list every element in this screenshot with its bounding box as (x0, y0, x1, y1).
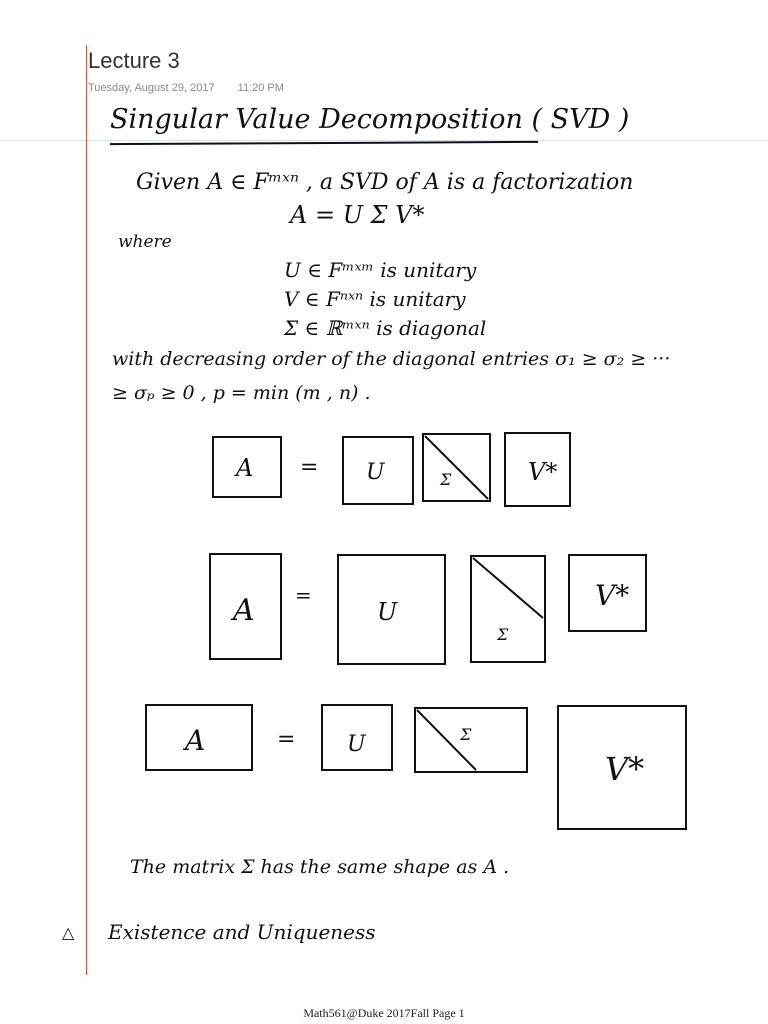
row1-u-label: U (366, 460, 385, 485)
note-line-where: where (118, 232, 172, 252)
page-footer: Math561@Duke 2017Fall Page 1 (303, 1006, 465, 1020)
row3-eq-label: = (277, 727, 296, 752)
note-shape: The matrix Σ has the same shape as A . (130, 856, 510, 878)
note-line-order: with decreasing order of the diagonal entries σ₁ ≥ σ₂ ≥ ··· (112, 348, 671, 370)
row3-sigma-label: Σ (460, 725, 472, 744)
note-line-factorization: A = U Σ V* (290, 201, 425, 229)
row2-sigma-diagonal (473, 558, 543, 618)
page-time: 11:20 PM (237, 82, 284, 94)
row1-a-label: A (236, 454, 254, 482)
section-existence: Existence and Uniqueness (108, 920, 376, 944)
note-line-sigma: Σ ∈ ℝᵐˣⁿ is diagonal (284, 316, 487, 340)
row3-u-label: U (347, 732, 366, 757)
svd-heading: Singular Value Decomposition ( SVD ) (110, 104, 630, 135)
note-line-p: ≥ σₚ ≥ 0 , p = min (m , n) . (112, 382, 371, 404)
row1-sigma-diagonal (425, 436, 488, 499)
row2-u-label: U (377, 598, 398, 626)
page-date: Tuesday, August 29, 2017 (88, 82, 215, 94)
row2-eq-label: = (295, 583, 312, 607)
note-line-u: U ∈ Fᵐˣᵐ is unitary (284, 258, 477, 282)
row1-v-label: V* (528, 458, 558, 486)
row2-a-label: A (233, 593, 255, 628)
page-title: Lecture 3 (88, 48, 180, 73)
row2-v-label: V* (595, 579, 630, 612)
row1-sigma-label: Σ (440, 470, 452, 489)
row1-eq-label: = (300, 455, 319, 480)
row2-sigma-label: Σ (497, 625, 509, 644)
note-line-given: Given A ∈ Fᵐˣⁿ , a SVD of A is a factorization (136, 170, 634, 195)
row3-a-label: A (185, 724, 206, 757)
triangle-icon: △ (62, 925, 75, 942)
note-line-v: V ∈ Fⁿˣⁿ is unitary (284, 287, 466, 311)
row3-v-label: V* (605, 750, 645, 788)
